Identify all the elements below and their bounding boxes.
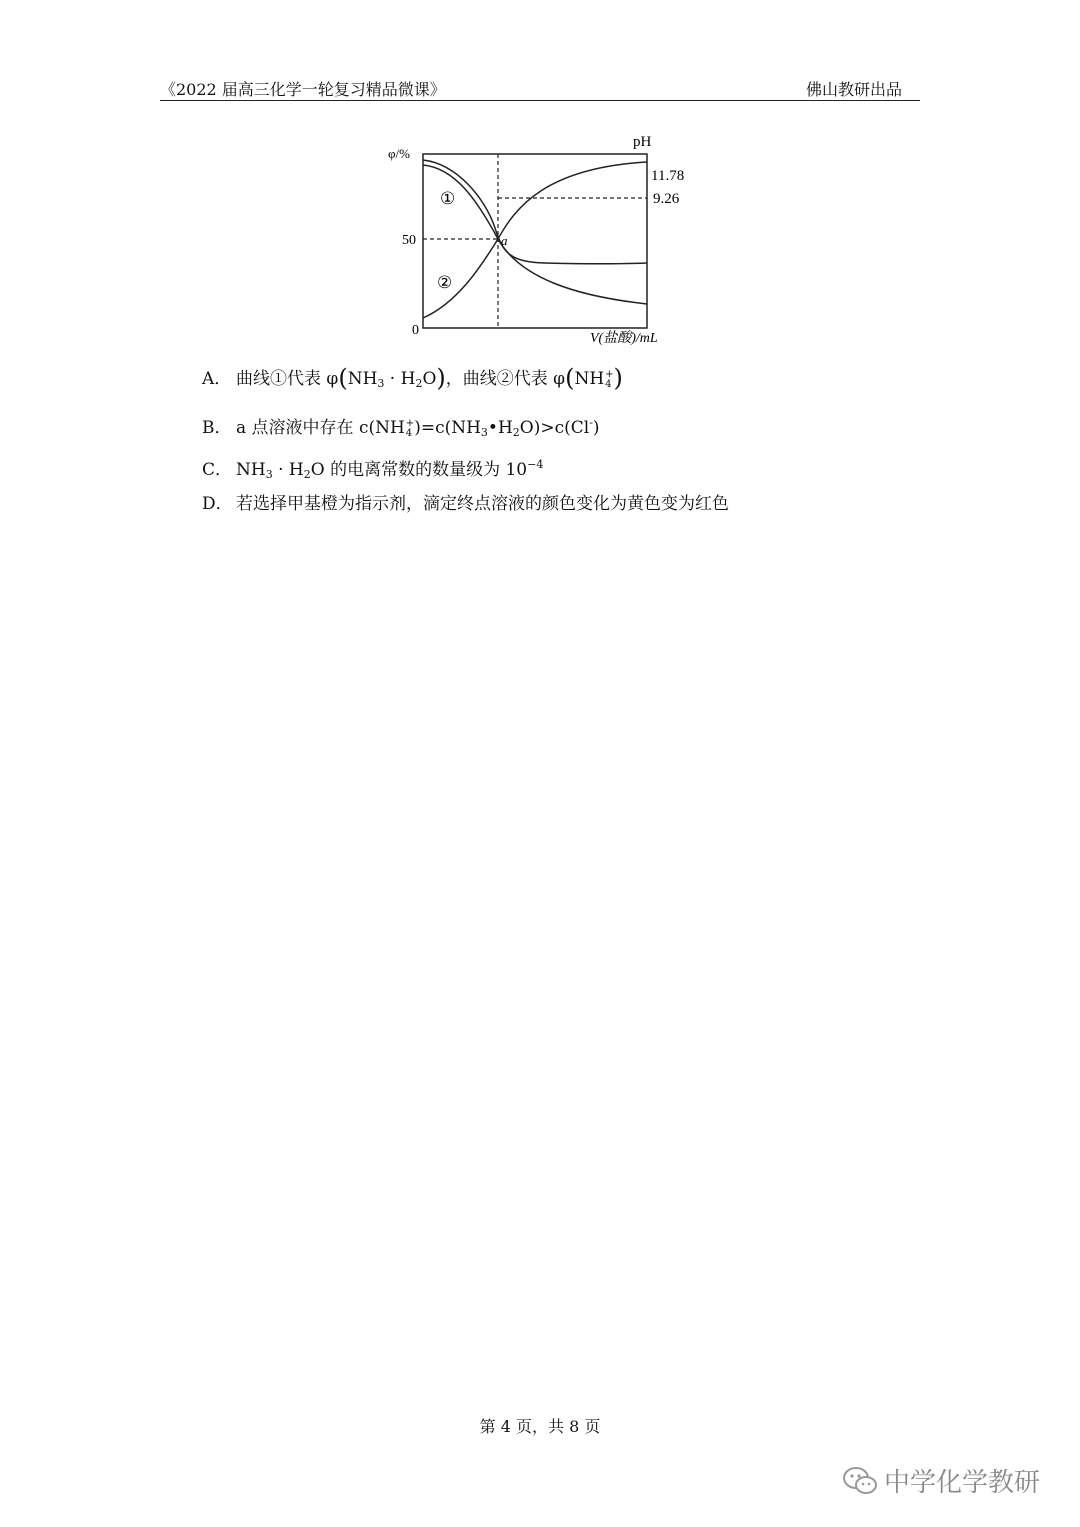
option-c-letter: C．: [202, 460, 233, 480]
option-b-text-1: a 点溶液中存在 c(NH: [236, 418, 405, 438]
option-c-text-1: NH: [236, 460, 266, 480]
curve-2-label: ②: [437, 273, 453, 293]
option-b-sup-minus: -: [589, 416, 593, 429]
option-a-text-1: 曲线①代表 φ: [236, 369, 339, 389]
curve-1-label: ①: [440, 189, 456, 209]
option-c-text-3: O 的电离常数的数量级为 10: [310, 460, 528, 480]
option-a-sub-3: 3: [377, 377, 385, 390]
tick-50: 50: [402, 233, 416, 248]
option-b-sub-3: 3: [480, 426, 488, 439]
option-b-text-2: )=c(NH: [414, 418, 481, 438]
page-footer: 第 4 页，共 8 页: [479, 1417, 601, 1436]
titration-figure: [385, 128, 685, 350]
option-a-dot: · H: [384, 369, 416, 389]
option-a-sub-4: 4: [605, 378, 612, 390]
curve-1: [423, 165, 647, 304]
option-a-nh: NH: [347, 369, 378, 389]
curve-2: [423, 162, 647, 318]
wechat-icon: [842, 1466, 878, 1496]
option-b-text-3: •H: [487, 418, 513, 438]
option-a-sub-2: 2: [415, 377, 423, 390]
ph-tick-high: 11.78: [651, 168, 685, 184]
option-d-letter: D．: [202, 494, 233, 514]
option-b-sub-2: 2: [512, 426, 520, 439]
option-b-text-4: O)>c(Cl: [519, 418, 590, 438]
y-right-label: pH: [633, 134, 652, 150]
option-a: A． 曲线①代表 $\varphi(NH_3 \cdot H_2O)$，曲线②代表 φ(NH + 4 ): [202, 364, 623, 392]
option-c-sub-2: 2: [303, 468, 311, 481]
option-a-sup-plus: +: [605, 368, 614, 380]
option-a-nh4: NH: [574, 369, 605, 389]
x-axis-label: V(盐酸)/mL: [590, 331, 658, 346]
option-d-text: 若选择甲基橙为指示剂，滴定终点溶液的颜色变化为黄色变为红色: [236, 494, 729, 514]
header-rule: [160, 100, 920, 101]
option-d: [202, 492, 729, 516]
y-left-label: φ/%: [388, 146, 410, 161]
option-b-sup-plus: +: [405, 417, 415, 429]
tick-0: 0: [412, 323, 419, 338]
option-b-sub-4: 4: [405, 427, 413, 439]
page-header-right: 佛山教研出品: [805, 80, 902, 99]
page-header-left: 《2022 届高三化学一轮复习精品微课》: [160, 80, 446, 99]
watermark-text: 中学化学教研: [884, 1468, 1041, 1498]
option-b-text-5: ): [592, 418, 600, 438]
option-b: [202, 411, 600, 445]
option-c-exponent: −4: [527, 458, 544, 471]
point-a-label: a: [501, 233, 508, 248]
option-a-letter: A．: [202, 369, 232, 389]
option-c-text-2: · H: [272, 460, 304, 480]
ph-tick-mid: 9.26: [653, 191, 680, 207]
option-c-sub-3: 3: [265, 468, 273, 481]
option-c: [202, 453, 543, 487]
ph-curve: [423, 160, 647, 264]
option-a-o: O: [422, 369, 437, 389]
watermark: [842, 1462, 1040, 1499]
option-a-text-2: ，曲线②代表 φ: [445, 369, 566, 389]
option-b-letter: B．: [202, 418, 232, 438]
